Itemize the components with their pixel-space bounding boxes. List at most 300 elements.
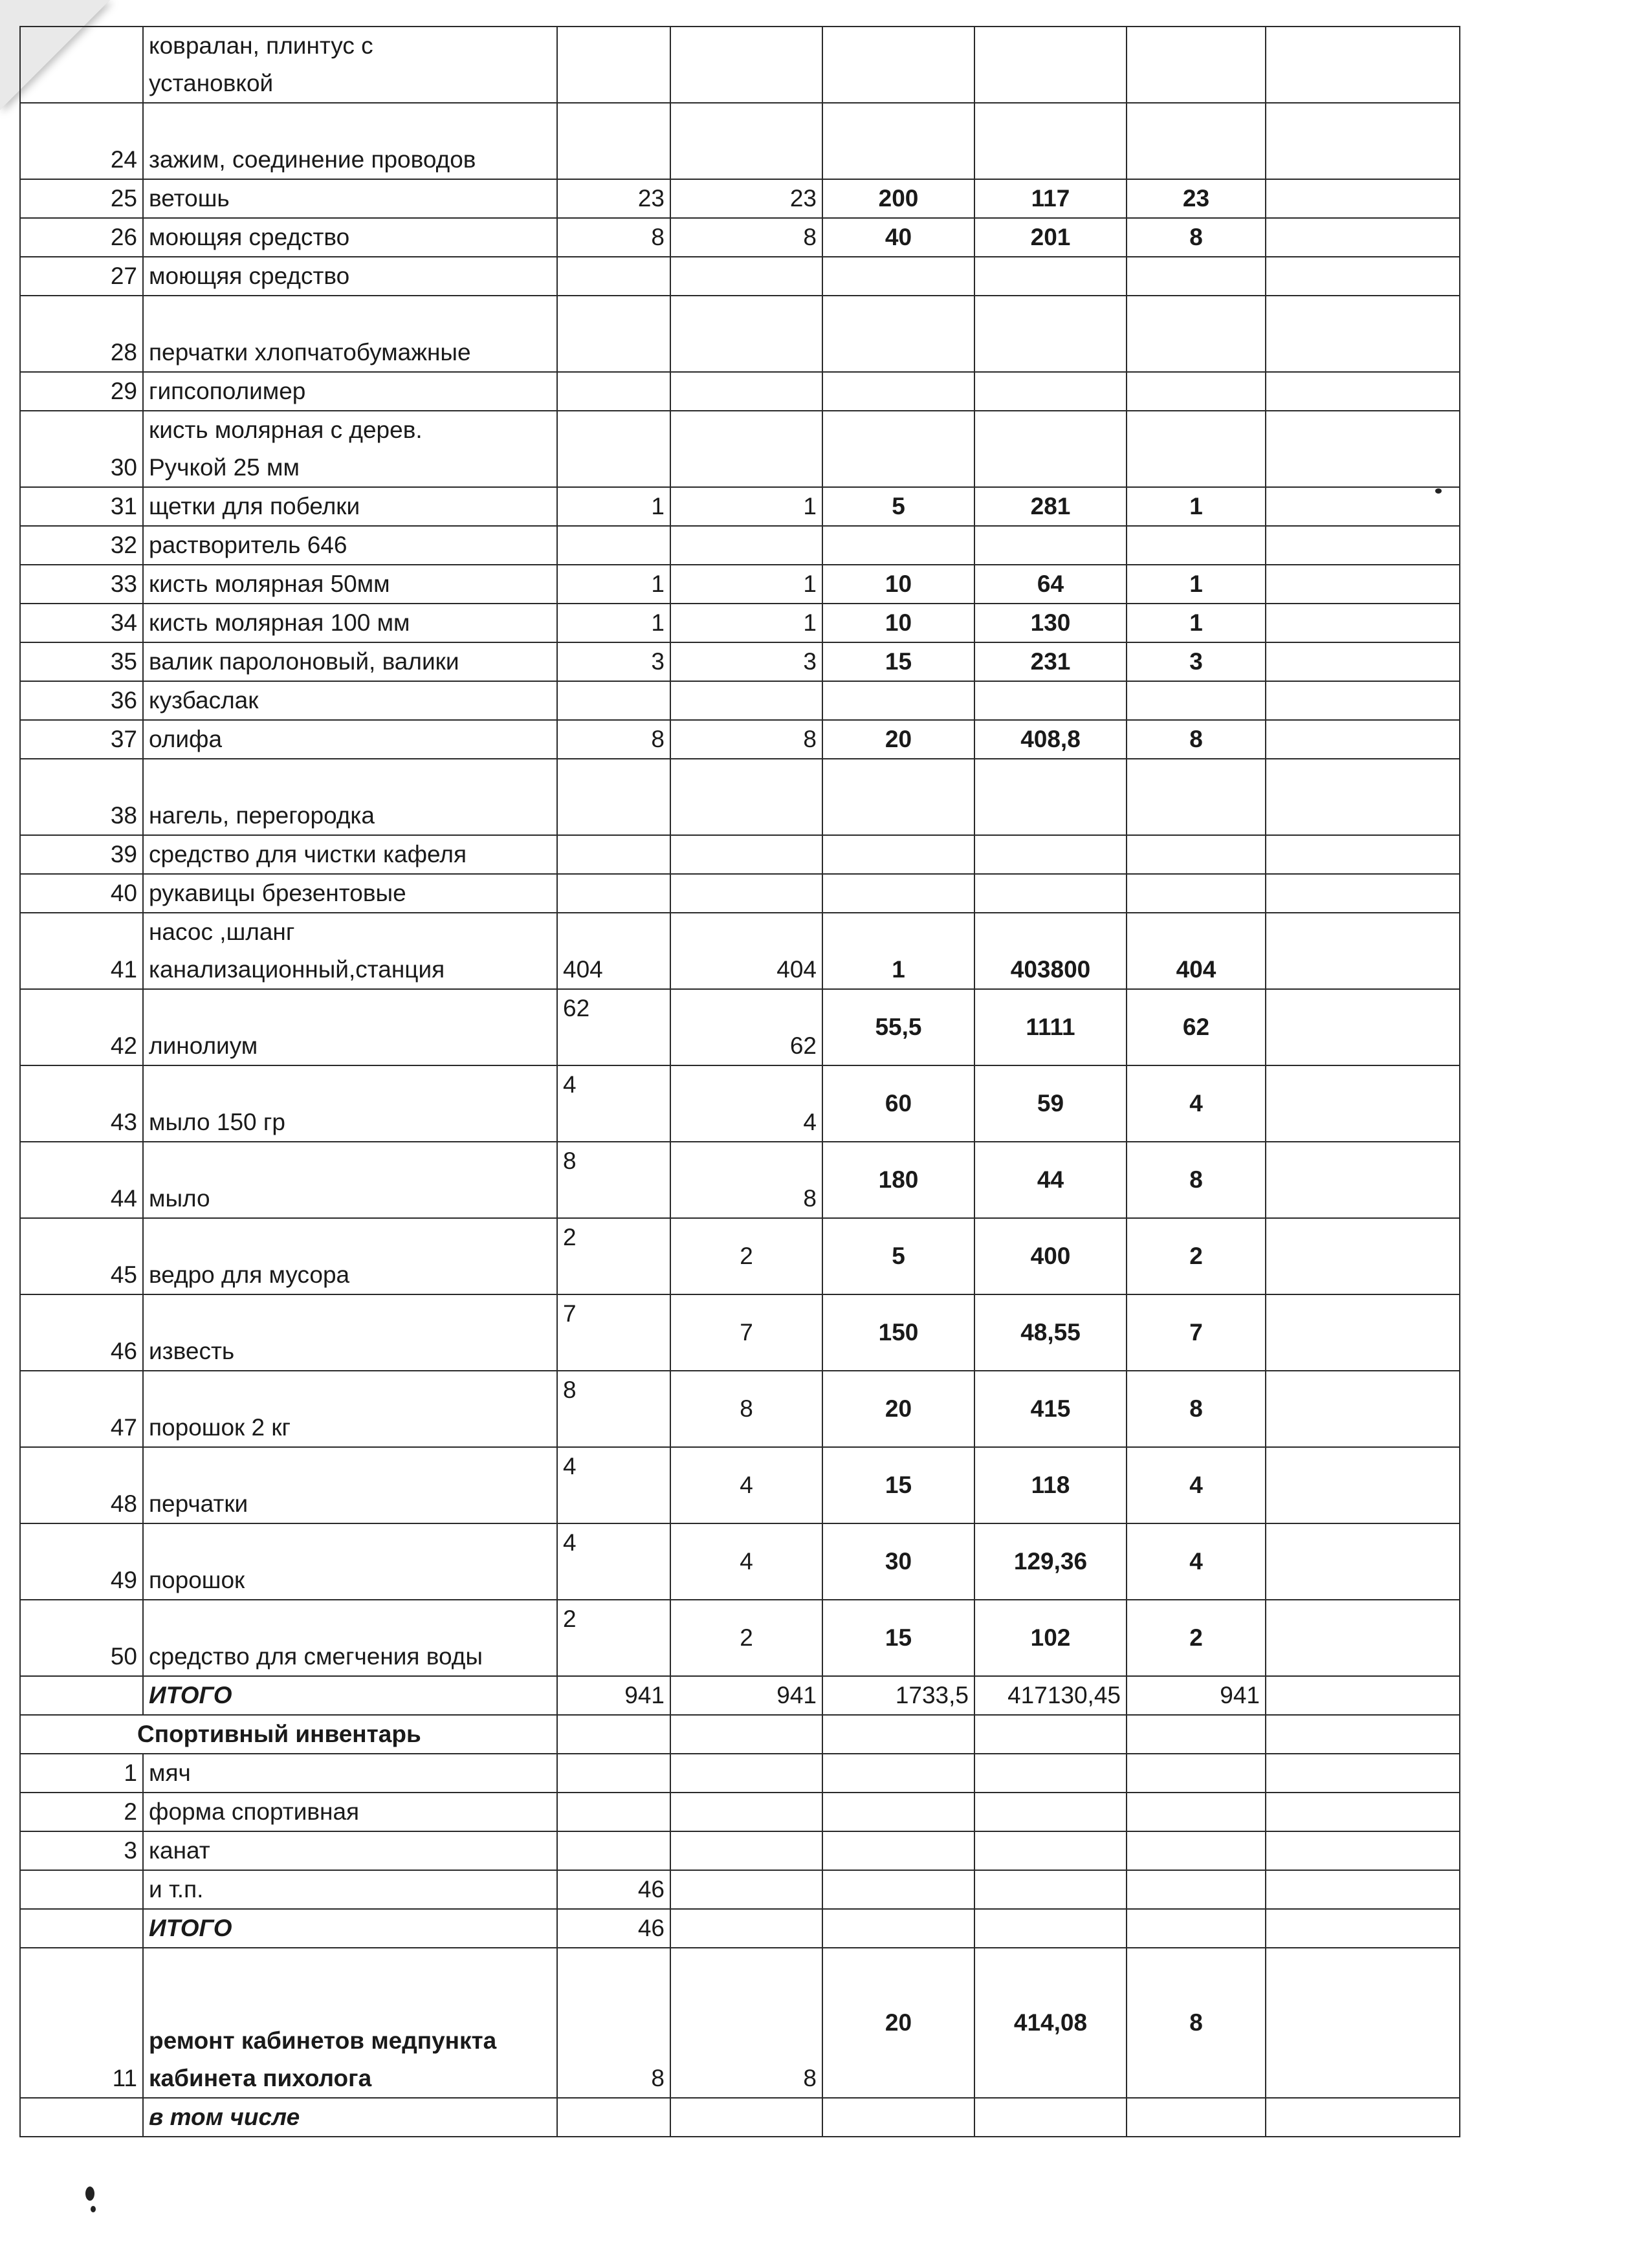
empty-cell — [1266, 1754, 1460, 1793]
empty-cell — [1266, 1948, 1460, 2098]
item-name-line: кисть молярная с дерев. — [149, 417, 423, 443]
empty-cell — [1266, 27, 1460, 103]
item-name — [143, 642, 557, 681]
qty-used: 1 — [1127, 604, 1266, 642]
row-number: 25 — [20, 179, 143, 218]
item-name — [143, 1948, 557, 2098]
empty-cell — [822, 2098, 974, 2137]
table-row — [20, 1065, 1460, 1142]
row-number: 37 — [20, 720, 143, 759]
row-number: 38 — [20, 759, 143, 835]
empty-cell — [1266, 759, 1460, 835]
qty-received: 8 — [670, 720, 822, 759]
total-qty-used: 941 — [1127, 1676, 1266, 1715]
empty-cell — [822, 1870, 974, 1909]
item-name-line: Ручкой 25 мм — [149, 454, 300, 481]
qty-received: 1 — [670, 604, 822, 642]
total-qty-received: 941 — [670, 1676, 822, 1715]
empty-cell — [670, 1831, 822, 1870]
row-number: 35 — [20, 642, 143, 681]
qty-used — [1127, 103, 1266, 179]
norm-value — [822, 835, 974, 874]
price-value: 408,8 — [974, 720, 1127, 759]
norm-value: 5 — [822, 487, 974, 526]
qty-start — [557, 759, 670, 835]
empty-cell — [822, 1715, 974, 1754]
qty-used: 4 — [1127, 1447, 1266, 1523]
qty-received: 62 — [670, 989, 822, 1065]
table-row — [20, 1870, 1460, 1909]
norm-value: 60 — [822, 1065, 974, 1142]
item-name: мяч — [143, 1754, 557, 1793]
qty-start — [557, 835, 670, 874]
norm-value: 20 — [822, 720, 974, 759]
qty-used: 1 — [1127, 565, 1266, 604]
empty-cell — [20, 1909, 143, 1948]
price-value — [974, 296, 1127, 372]
scan-speck — [91, 2206, 96, 2212]
empty-cell — [1266, 1218, 1460, 1294]
item-name-line: перчатки хлопчатобумажные — [149, 339, 471, 365]
price-value: 59 — [974, 1065, 1127, 1142]
empty-cell — [1266, 1294, 1460, 1371]
table-row — [20, 1831, 1460, 1870]
empty-cell — [1266, 1600, 1460, 1676]
item-name-line: насос ,шланг — [149, 919, 295, 945]
item-name — [143, 913, 557, 989]
qty-received: 4 — [670, 1065, 822, 1142]
qty-received — [670, 27, 822, 103]
row-number: 27 — [20, 257, 143, 296]
qty-received: 8 — [670, 1142, 822, 1218]
price-value: 44 — [974, 1142, 1127, 1218]
item-name-line: канализационный,станция — [149, 956, 445, 983]
item-name — [143, 720, 557, 759]
qty-used — [1127, 526, 1266, 565]
empty-cell — [670, 1715, 822, 1754]
item-name-line — [149, 1142, 551, 1180]
row-number: 30 — [20, 411, 143, 487]
empty-cell — [974, 1831, 1127, 1870]
repair-row — [20, 1948, 1460, 2098]
empty-cell — [1266, 720, 1460, 759]
item-name-line — [149, 759, 551, 797]
table-body — [20, 27, 1460, 2137]
table-row — [20, 1600, 1460, 1676]
qty-received — [670, 296, 822, 372]
empty-cell — [20, 1676, 143, 1715]
qty-used: 62 — [1127, 989, 1266, 1065]
item-name-line: средство для чистки кафеля — [149, 841, 467, 867]
norm-value: 30 — [822, 1523, 974, 1600]
item-name — [143, 1523, 557, 1600]
item-name — [143, 411, 557, 487]
row-number: 49 — [20, 1523, 143, 1600]
item-name — [143, 835, 557, 874]
row-number: 33 — [20, 565, 143, 604]
empty-cell — [1266, 989, 1460, 1065]
qty-start: 7 — [557, 1294, 670, 1371]
empty-cell — [1266, 835, 1460, 874]
item-name — [143, 1142, 557, 1218]
norm-value: 55,5 — [822, 989, 974, 1065]
norm-value: 15 — [822, 642, 974, 681]
qty-start: 23 — [557, 179, 670, 218]
total-row — [20, 1676, 1460, 1715]
empty-cell — [670, 1909, 822, 1948]
item-name — [143, 565, 557, 604]
qty-used: 2 — [1127, 1600, 1266, 1676]
norm-value: 150 — [822, 1294, 974, 1371]
item-name — [143, 1218, 557, 1294]
item-name-line: олифа — [149, 726, 223, 752]
qty-start: 1 — [557, 565, 670, 604]
item-name-line: порошок 2 кг — [149, 1414, 291, 1441]
row-number: 34 — [20, 604, 143, 642]
item-name — [143, 874, 557, 913]
qty-received — [670, 874, 822, 913]
table-row — [20, 1218, 1460, 1294]
empty-cell — [974, 1793, 1127, 1831]
including-label: в том числе — [143, 2098, 557, 2137]
qty-used: 4 — [1127, 1523, 1266, 1600]
empty-cell — [1127, 1909, 1266, 1948]
empty-cell — [1266, 1142, 1460, 1218]
qty-used: 3 — [1127, 642, 1266, 681]
empty-cell — [1266, 1523, 1460, 1600]
row-number — [20, 27, 143, 103]
qty-received — [670, 526, 822, 565]
item-name — [143, 1600, 557, 1676]
price-value — [974, 681, 1127, 720]
qty-start: 2 — [557, 1600, 670, 1676]
qty-received — [670, 257, 822, 296]
qty-start — [557, 257, 670, 296]
qty-start — [557, 1831, 670, 1870]
price-value — [974, 759, 1127, 835]
empty-cell — [974, 1715, 1127, 1754]
price-value — [974, 372, 1127, 411]
row-number: 29 — [20, 372, 143, 411]
qty-received: 8 — [670, 1371, 822, 1447]
empty-cell — [1266, 604, 1460, 642]
item-name-line — [149, 1371, 551, 1409]
norm-value: 20 — [822, 1948, 974, 2098]
qty-received: 404 — [670, 913, 822, 989]
table-row — [20, 1793, 1460, 1831]
qty-used — [1127, 296, 1266, 372]
qty-received — [670, 411, 822, 487]
row-number: 3 — [20, 1831, 143, 1870]
empty-cell — [1266, 218, 1460, 257]
qty-received: 8 — [670, 1948, 822, 2098]
qty-received: 23 — [670, 179, 822, 218]
norm-value — [822, 874, 974, 913]
row-number: 1 — [20, 1754, 143, 1793]
table-row — [20, 874, 1460, 913]
item-name — [143, 604, 557, 642]
total-qty-start: 46 — [557, 1909, 670, 1948]
price-value: 118 — [974, 1447, 1127, 1523]
empty-cell — [974, 1909, 1127, 1948]
qty-received: 2 — [670, 1218, 822, 1294]
empty-cell — [1266, 103, 1460, 179]
table-row — [20, 1142, 1460, 1218]
qty-used: 8 — [1127, 720, 1266, 759]
empty-cell — [1266, 1793, 1460, 1831]
price-value: 403800 — [974, 913, 1127, 989]
table-row — [20, 296, 1460, 372]
qty-start — [557, 103, 670, 179]
row-number: 40 — [20, 874, 143, 913]
empty-cell — [1127, 1870, 1266, 1909]
qty-received: 4 — [670, 1447, 822, 1523]
qty-received: 1 — [670, 565, 822, 604]
empty-cell — [1266, 1065, 1460, 1142]
table-row — [20, 179, 1460, 218]
empty-cell — [1266, 487, 1460, 526]
table-row — [20, 372, 1460, 411]
qty-received: 8 — [670, 218, 822, 257]
qty-received — [670, 103, 822, 179]
empty-cell — [1266, 874, 1460, 913]
item-name — [143, 218, 557, 257]
item-name — [143, 1294, 557, 1371]
row-number: 26 — [20, 218, 143, 257]
item-name-line: линолиум — [149, 1032, 258, 1059]
qty-used — [1127, 835, 1266, 874]
norm-value: 15 — [822, 1447, 974, 1523]
price-value: 201 — [974, 218, 1127, 257]
empty-cell — [822, 1793, 974, 1831]
qty-start: 4 — [557, 1065, 670, 1142]
price-value: 130 — [974, 604, 1127, 642]
row-number: 2 — [20, 1793, 143, 1831]
qty-start — [557, 296, 670, 372]
qty-used — [1127, 681, 1266, 720]
item-name-line: моющяя средство — [149, 263, 350, 289]
table-row — [20, 1447, 1460, 1523]
qty-start: 46 — [557, 1870, 670, 1909]
row-number: 44 — [20, 1142, 143, 1218]
table-row — [20, 989, 1460, 1065]
row-number: 39 — [20, 835, 143, 874]
empty-cell — [1127, 1715, 1266, 1754]
item-name-line: ведро для мусора — [149, 1261, 350, 1288]
empty-cell — [1266, 1371, 1460, 1447]
item-name — [143, 103, 557, 179]
qty-start: 4 — [557, 1523, 670, 1600]
item-name-line: мыло 150 гр — [149, 1109, 285, 1135]
table-row — [20, 103, 1460, 179]
price-value — [974, 103, 1127, 179]
empty-cell — [670, 2098, 822, 2137]
including-row — [20, 2098, 1460, 2137]
empty-cell — [1266, 2098, 1460, 2137]
row-number: 47 — [20, 1371, 143, 1447]
qty-start: 62 — [557, 989, 670, 1065]
price-value — [974, 526, 1127, 565]
scan-speck — [85, 2186, 94, 2201]
norm-value — [822, 257, 974, 296]
qty-used — [1127, 257, 1266, 296]
item-name-line — [149, 1600, 551, 1638]
table-row — [20, 1371, 1460, 1447]
norm-value — [822, 526, 974, 565]
table-row — [20, 1754, 1460, 1793]
item-name-line: моющяя средство — [149, 224, 350, 250]
qty-used: 8 — [1127, 1142, 1266, 1218]
empty-cell — [1266, 913, 1460, 989]
norm-value — [822, 759, 974, 835]
qty-start: 8 — [557, 720, 670, 759]
qty-start: 1 — [557, 487, 670, 526]
table-row — [20, 759, 1460, 835]
empty-cell — [1266, 257, 1460, 296]
table-row — [20, 835, 1460, 874]
row-number: 31 — [20, 487, 143, 526]
price-value: 117 — [974, 179, 1127, 218]
empty-cell — [974, 2098, 1127, 2137]
row-number — [20, 1870, 143, 1909]
qty-start: 8 — [557, 1948, 670, 2098]
qty-start: 2 — [557, 1218, 670, 1294]
price-value: 231 — [974, 642, 1127, 681]
total-norm: 1733,5 — [822, 1676, 974, 1715]
item-name-line — [149, 990, 551, 1027]
row-number: 43 — [20, 1065, 143, 1142]
row-number: 24 — [20, 103, 143, 179]
item-name: канат — [143, 1831, 557, 1870]
qty-used: 7 — [1127, 1294, 1266, 1371]
price-value: 48,55 — [974, 1294, 1127, 1371]
item-name — [143, 1065, 557, 1142]
qty-start — [557, 874, 670, 913]
qty-received: 7 — [670, 1294, 822, 1371]
empty-cell — [1266, 681, 1460, 720]
empty-cell — [1266, 642, 1460, 681]
item-name-line: установкой — [149, 70, 274, 96]
table-row — [20, 720, 1460, 759]
empty-cell — [557, 2098, 670, 2137]
item-name-line — [149, 1524, 551, 1562]
empty-cell — [1266, 1447, 1460, 1523]
item-name-line: ветошь — [149, 185, 230, 212]
price-value: 1111 — [974, 989, 1127, 1065]
qty-used: 1 — [1127, 487, 1266, 526]
item-name-line: кисть молярная 50мм — [149, 571, 390, 597]
qty-start — [557, 411, 670, 487]
empty-cell — [822, 1831, 974, 1870]
total-price: 417130,45 — [974, 1676, 1127, 1715]
item-name-line: рукавицы брезентовые — [149, 880, 406, 906]
price-value: 415 — [974, 1371, 1127, 1447]
norm-value — [822, 372, 974, 411]
price-value: 102 — [974, 1600, 1127, 1676]
qty-used — [1127, 759, 1266, 835]
empty-cell — [1266, 296, 1460, 372]
norm-value: 40 — [822, 218, 974, 257]
item-name-line: нагель, перегородка — [149, 802, 375, 829]
norm-value: 15 — [822, 1600, 974, 1676]
qty-start — [557, 27, 670, 103]
item-name — [143, 989, 557, 1065]
row-number: 11 — [20, 1948, 143, 2098]
item-name-line — [149, 104, 551, 141]
total-label: ИТОГО — [143, 1676, 557, 1715]
row-number: 48 — [20, 1447, 143, 1523]
qty-used: 4 — [1127, 1065, 1266, 1142]
qty-used — [1127, 27, 1266, 103]
scan-speck — [1435, 488, 1442, 494]
price-value — [974, 835, 1127, 874]
norm-value: 20 — [822, 1371, 974, 1447]
item-name — [143, 1371, 557, 1447]
qty-used — [1127, 874, 1266, 913]
empty-cell — [974, 1870, 1127, 1909]
qty-start: 3 — [557, 642, 670, 681]
qty-used: 404 — [1127, 913, 1266, 989]
item-name — [143, 27, 557, 103]
section-row — [20, 1715, 1460, 1754]
item-name — [143, 296, 557, 372]
empty-cell — [1127, 1793, 1266, 1831]
row-number: 42 — [20, 989, 143, 1065]
qty-start: 8 — [557, 1371, 670, 1447]
table-row — [20, 1523, 1460, 1600]
qty-received — [670, 835, 822, 874]
price-value: 281 — [974, 487, 1127, 526]
price-value: 64 — [974, 565, 1127, 604]
item-name-line: известь — [149, 1338, 235, 1364]
norm-value — [822, 103, 974, 179]
qty-used: 8 — [1127, 218, 1266, 257]
qty-used: 2 — [1127, 1218, 1266, 1294]
empty-cell — [1266, 1676, 1460, 1715]
qty-start: 404 — [557, 913, 670, 989]
qty-start: 4 — [557, 1447, 670, 1523]
empty-cell — [1266, 1715, 1460, 1754]
table-row — [20, 526, 1460, 565]
item-name-line: кузбаслак — [149, 687, 259, 714]
price-value — [974, 27, 1127, 103]
table-row — [20, 1294, 1460, 1371]
item-name — [143, 372, 557, 411]
empty-cell — [822, 1754, 974, 1793]
row-number: 28 — [20, 296, 143, 372]
row-number: 32 — [20, 526, 143, 565]
norm-value: 5 — [822, 1218, 974, 1294]
item-name: и т.п. — [143, 1870, 557, 1909]
empty-cell — [670, 1793, 822, 1831]
qty-start — [557, 526, 670, 565]
norm-value: 10 — [822, 565, 974, 604]
qty-start: 8 — [557, 218, 670, 257]
norm-value: 200 — [822, 179, 974, 218]
item-name-line: кабинета пихолога — [149, 2065, 372, 2091]
qty-used: 8 — [1127, 1948, 1266, 2098]
item-name: форма спортивная — [143, 1793, 557, 1831]
empty-cell — [1266, 372, 1460, 411]
empty-cell — [1127, 1831, 1266, 1870]
norm-value: 180 — [822, 1142, 974, 1218]
item-name — [143, 257, 557, 296]
norm-value — [822, 681, 974, 720]
empty-cell — [1266, 1831, 1460, 1870]
qty-received: 1 — [670, 487, 822, 526]
empty-cell — [670, 1870, 822, 1909]
table-row — [20, 604, 1460, 642]
